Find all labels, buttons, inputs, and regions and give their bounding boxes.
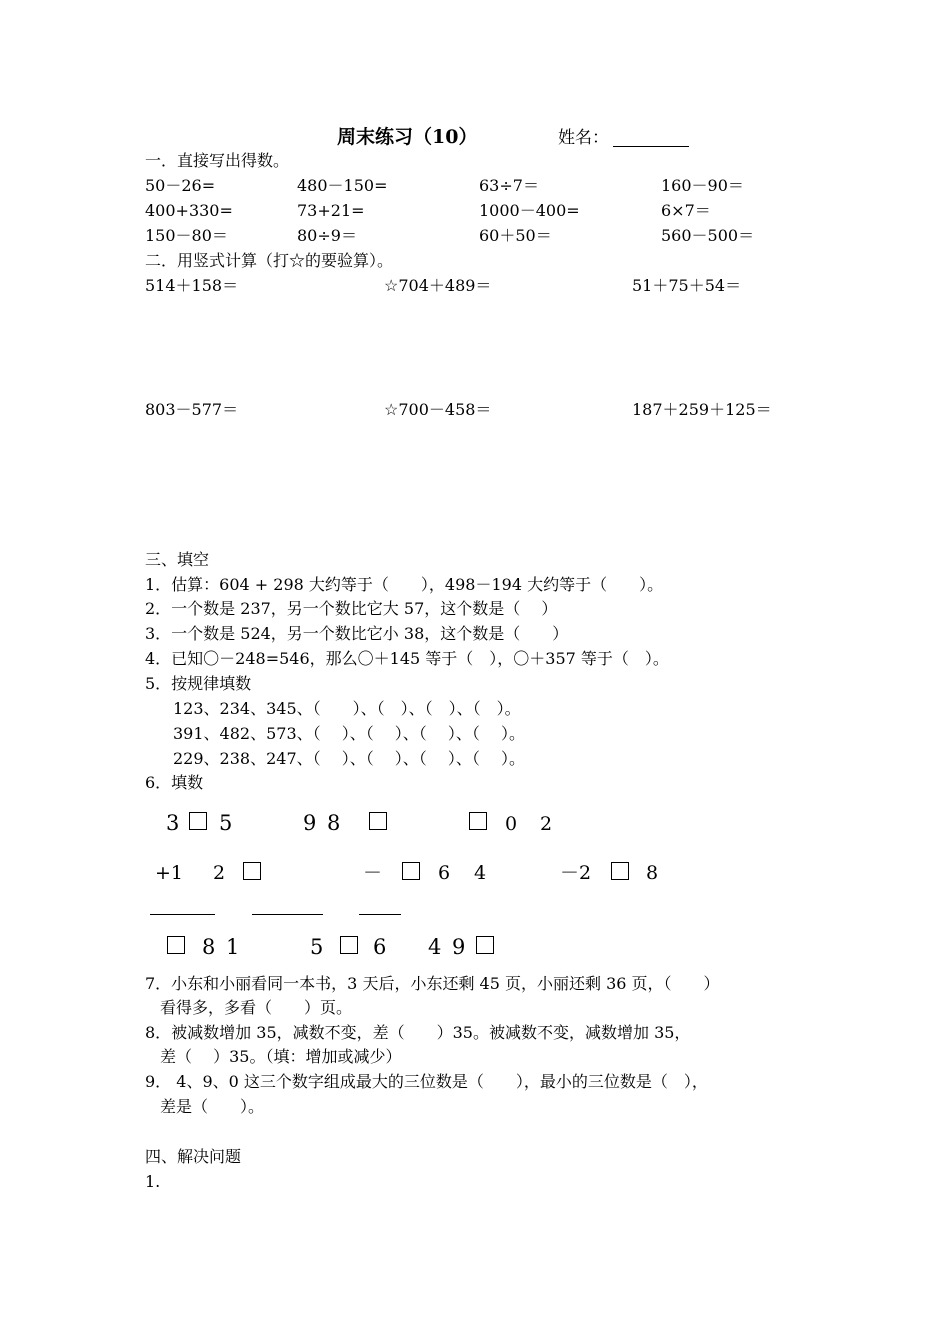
q6-b-digit1: 9 [303,811,317,835]
s3-q5-row1: 123、234、345、（ ）、（ ）、（ ）、（ ）。 [173,699,521,718]
q6-a-rule [150,914,215,915]
q6-c-digit1: 0 [505,813,518,835]
q6-a-digit1: 3 [166,811,180,835]
s2-r1-c2: ☆704＋489＝ [384,276,492,295]
s3-q5-row3: 229、238、247、（ ）、（ ）、（ ）、（ ）。 [173,749,525,768]
q6-i-blank[interactable] [476,936,494,954]
q6-g-digit1: 8 [202,935,216,959]
q6-e-blank[interactable] [402,862,420,880]
name-field [558,130,689,147]
s3-q5: 5．按规律填数 [145,674,252,693]
s3-q8-line1: 8．被减数增加 35，减数不变，差（ ）35。被减数不变，减数增加 35， [145,1023,691,1042]
q6-e-digit1: 6 [438,862,451,884]
q6-b-digit2: 8 [327,811,341,835]
s1-r3-c2: 80÷9＝ [297,226,357,245]
section3-heading: 三、填空 [145,550,210,569]
section1-heading: 一．直接写出得数。 [145,151,290,170]
q6-h-blank[interactable] [340,936,358,954]
q6-d-blank[interactable] [243,862,261,880]
s1-r1-c4: 160－90＝ [661,176,744,195]
s3-q9-line2: 差是（ ）。 [160,1097,265,1116]
q6-f-blank[interactable] [611,862,629,880]
q6-c-rule [359,914,401,915]
s3-q7-line2: 看得多，多看（ ）页。 [160,998,353,1017]
s1-r2-c2: 73+21= [297,201,365,220]
q6-e-digit2: 4 [474,862,487,884]
s3-q2: 2．一个数是 237，另一个数比它大 57，这个数是（ ） [145,599,558,618]
section4-heading: 四、解决问题 [145,1147,242,1166]
s3-q7-line1: 7．小东和小丽看同一本书，3 天后，小东还剩 45 页，小丽还剩 36 页，（ ） [145,974,720,993]
q6-a-blank[interactable] [189,812,207,830]
s1-r1-c3: 63÷7＝ [479,176,539,195]
q6-h-digit2: 6 [373,935,387,959]
s3-q3: 3．一个数是 524，另一个数比它小 38，这个数是（ ） [145,624,569,643]
q6-h-digit1: 5 [310,935,324,959]
q6-f-digit2: 8 [646,862,659,884]
q6-g-digit2: 1 [226,935,240,959]
s2-r1-c3: 51＋75＋54＝ [632,276,742,295]
name-underline[interactable] [613,132,689,147]
q6-g-blank[interactable] [167,936,185,954]
s2-r1-c1: 514＋158＝ [145,276,239,295]
q6-i-digit2: 9 [452,935,466,959]
q6-d-digit2: 2 [213,862,226,884]
s1-r3-c3: 60＋50＝ [479,226,552,245]
s1-r3-c1: 150－80＝ [145,226,228,245]
q6-b-rule [252,914,323,915]
page-title: 周末练习（10） [337,126,478,148]
q6-a-digit2: 5 [219,811,233,835]
q6-d-digit1: +1 [155,862,184,884]
s3-q1: 1．估算：604 + 298 大约等于（ ），498－194 大约等于（ ）。 [145,575,664,594]
s3-q9-line1: 9． 4、9、0 这三个数字组成最大的三位数是（ ），最小的三位数是（ ）， [145,1072,708,1091]
q6-f-digit1: －2 [560,862,592,884]
s3-q4: 4．已知〇－248=546，那么〇＋145 等于（ ），〇＋357 等于（ ）。 [145,649,669,668]
q6-c-blank[interactable] [469,812,487,830]
s3-q5-row2: 391、482、573、（ ）、（ ）、（ ）、（ ）。 [173,724,525,743]
q6-c-digit2: 2 [540,813,553,835]
q6-i-digit1: 4 [428,935,442,959]
s1-r1-c2: 480－150= [297,176,388,195]
s1-r2-c1: 400+330= [145,201,233,220]
s3-q6: 6．填数 [145,773,204,792]
name-label: 姓名： [558,128,609,148]
s1-r2-c4: 6×7＝ [661,201,711,220]
s2-r2-c3: 187＋259＋125＝ [632,400,772,419]
s4-q1: 1. [145,1172,161,1191]
section2-heading: 二．用竖式计算（打☆的要验算）。 [145,251,394,270]
s2-r2-c1: 803－577＝ [145,400,239,419]
s3-q8-line2: 差（ ）35。（填：增加或减少） [160,1047,402,1066]
s1-r1-c1: 50－26= [145,176,216,195]
q6-b-blank[interactable] [369,812,387,830]
s1-r3-c4: 560－500＝ [661,226,755,245]
s2-r2-c2: ☆700－458＝ [384,400,492,419]
s1-r2-c3: 1000－400= [479,201,580,220]
q6-e-minus: － [363,862,383,884]
